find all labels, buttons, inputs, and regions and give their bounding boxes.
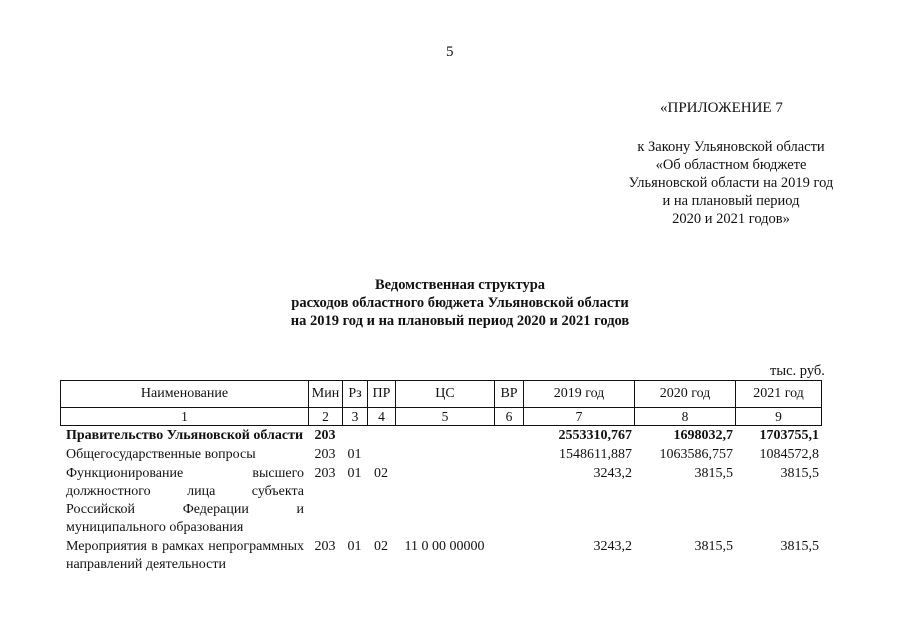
law-reference-line: к Закону Ульяновской области (637, 139, 825, 155)
column-number: 3 (343, 408, 368, 426)
row-vr (494, 465, 523, 538)
title-line: расходов областного бюджета Ульяновской области (291, 295, 629, 311)
row-rz (342, 427, 367, 446)
title-line: на 2019 год и на плановый период 2020 и 2021 годов (290, 313, 630, 329)
row-2019: 2553310,767 (558, 428, 632, 443)
row-pr (367, 446, 395, 465)
row-2021: 1703755,1 (759, 428, 819, 443)
column-number: 9 (736, 408, 822, 426)
row-min: 203 (314, 447, 336, 462)
header-rz: Рз (343, 381, 368, 408)
row-cs (395, 465, 494, 538)
title-line: Ведомственная структура (374, 277, 546, 293)
column-number: 6 (495, 408, 524, 426)
row-pr (367, 427, 395, 446)
law-reference (600, 138, 862, 228)
row-2019: 1548611,887 (559, 447, 632, 462)
column-number: 5 (396, 408, 495, 426)
row-rz: 01 (347, 447, 362, 462)
law-reference-line: 2020 и 2021 годов» (672, 211, 790, 227)
row-min: 203 (314, 539, 336, 554)
row-vr (494, 427, 523, 446)
row-pr: 02 (374, 539, 388, 554)
row-2019: 3243,2 (593, 466, 632, 481)
row-2020: 1698032,7 (673, 428, 733, 443)
row-pr: 02 (374, 466, 388, 481)
column-number: 4 (368, 408, 396, 426)
row-name: Правительство Ульяновской области (66, 428, 304, 443)
row-2020: 3815,5 (694, 539, 733, 554)
table-header (60, 380, 822, 426)
column-number: 7 (524, 408, 635, 426)
law-reference-line: «Об областном бюджете (655, 157, 807, 173)
row-rz: 01 (347, 539, 362, 554)
row-2021: 3815,5 (780, 466, 819, 481)
row-cs (395, 427, 494, 446)
header-pr: ПР (368, 381, 396, 408)
header-cs: ЦС (396, 381, 495, 408)
page-number: 5 (446, 44, 454, 60)
row-vr (494, 446, 523, 465)
table-row (60, 446, 821, 465)
units-label: тыс. руб. (770, 363, 825, 379)
header-name: Наименование (61, 381, 309, 408)
law-reference-line: и на плановый период (662, 193, 800, 209)
row-2020: 1063586,757 (659, 447, 733, 462)
row-2021: 3815,5 (780, 539, 819, 554)
row-cs (395, 446, 494, 465)
header-min: Мин (309, 381, 343, 408)
column-number: 2 (309, 408, 343, 426)
document-title (160, 276, 760, 330)
row-2021: 1084572,8 (759, 447, 819, 462)
row-name: Мероприятия в рамках непрограммных направлений деятельности (66, 539, 304, 572)
table-row (60, 465, 821, 538)
law-reference-line: Ульяновской области на 2019 год (628, 175, 834, 191)
row-name: Общегосударственные вопросы (66, 447, 256, 462)
row-rz: 01 (347, 466, 362, 481)
row-2020: 3815,5 (694, 466, 733, 481)
header-vr: ВР (495, 381, 524, 408)
header-2021: 2021 год (736, 381, 822, 408)
row-min: 203 (314, 428, 336, 443)
table-body (60, 427, 821, 574)
row-name: Функционирование высшего должностного лица субъекта Российской Федерации и муниципального образования (66, 466, 304, 535)
column-number: 1 (61, 408, 309, 426)
row-2019: 3243,2 (593, 539, 632, 554)
row-min: 203 (314, 466, 336, 481)
header-2019: 2019 год (524, 381, 635, 408)
column-number: 8 (635, 408, 736, 426)
row-vr (494, 538, 523, 574)
table-row (60, 427, 821, 446)
appendix-label: «ПРИЛОЖЕНИЕ 7 (660, 100, 783, 116)
row-cs: 11 0 00 00000 (404, 539, 485, 554)
header-2020: 2020 год (635, 381, 736, 408)
table-row (60, 538, 821, 574)
